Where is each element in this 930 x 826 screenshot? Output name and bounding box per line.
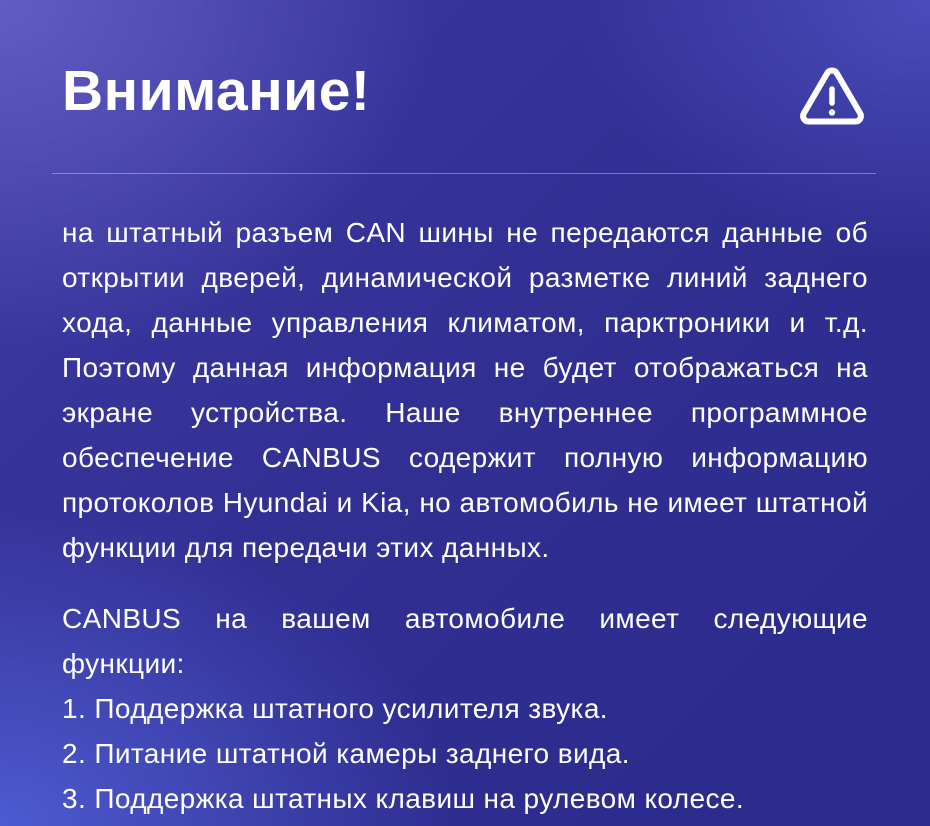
intro-line: на штатный разъем CAN шины не передаются данные об [62,217,868,248]
header [62,59,868,126]
function-item: 1. Поддержка штатного усилителя звука. [62,693,608,724]
intro-line: экране устройства. Наше внутреннее программное [62,397,868,428]
intro-line: Поэтому данная информация не будет отображаться на [62,352,868,383]
function-item: 2. Питание штатной камеры заднего вида. [62,738,630,769]
warning-triangle-icon [798,62,868,126]
intro-line: протоколов Hyundai и Kia, но автомобиль не имеет штатной [62,487,868,518]
intro-line: функции для передачи этих данных. [62,532,550,563]
page-title: Внимание! [62,59,371,123]
intro-line: обеспечение CANBUS содержит полную информацию [62,442,868,473]
divider [52,173,876,174]
intro-line: открытии дверей, динамической разметке линий заднего [62,262,868,293]
function-item: 3. Поддержка штатных клавиш на рулевом колесе. [62,783,745,814]
intro-line: хода, данные управления климатом, парктроники и т.д. [62,307,868,338]
functions-heading: CANBUS на вашем автомобиле имеет следующие функции: [62,603,868,679]
intro-paragraph [62,210,868,570]
functions-section [62,596,868,821]
